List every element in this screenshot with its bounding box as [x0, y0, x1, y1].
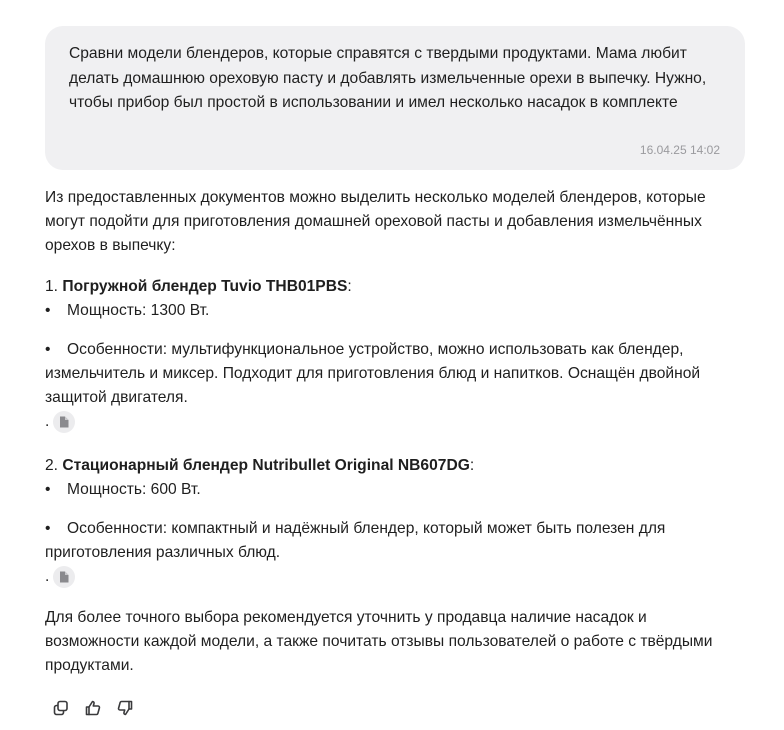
user-message-text: Сравни модели блендеров, которые справятся с твердыми продуктами. Мама любит делать домашнюю ореховую пасту и добавлять измельченные орехи в выпечку. Нужно, чтобы прибор был простой в использовании и имел несколько насадок в комплекте: [69, 45, 707, 111]
model-power-2: • Мощность: 600 Вт.: [45, 481, 201, 498]
thumbs-up-icon: [84, 699, 102, 717]
source-row-1: .: [45, 410, 745, 434]
user-message-bubble: [45, 26, 745, 170]
model-features-1: • Особенности: мультифункциональное устройство, можно использовать как блендер, измельчитель и миксер. Подходит для приготовления блюд и напитков. Оснащён двойной защитой двигателя.: [45, 341, 701, 406]
source-row-2: .: [45, 565, 745, 589]
assistant-answer: [45, 186, 745, 678]
document-icon[interactable]: [53, 566, 75, 588]
document-icon[interactable]: [53, 411, 75, 433]
dislike-button[interactable]: [114, 697, 136, 719]
answer-conclusion: Для более точного выбора рекомендуется уточнить у продавца наличие насадок и возможности каждой модели, а также почитать отзывы пользователей о работе с твёрдыми продуктами.: [45, 609, 713, 674]
like-button[interactable]: [82, 697, 104, 719]
message-timestamp: 16.04.25 14:02: [639, 143, 720, 157]
model-features-2: • Особенности: компактный и надёжный блендер, который может быть полезен для приготовления различных блюд.: [45, 520, 666, 561]
copy-button[interactable]: [50, 697, 72, 719]
message-actions: [50, 697, 136, 719]
model-heading-1: 1. Погружной блендер Tuvio THB01PBS:: [45, 278, 352, 295]
model-power-1: • Мощность: 1300 Вт.: [45, 302, 210, 319]
model-name-1: Погружной блендер Tuvio THB01PBS: [62, 278, 348, 295]
model-heading-2: 2. Стационарный блендер Nutribullet Original NB607DG:: [45, 457, 475, 474]
copy-icon: [52, 699, 70, 717]
model-name-2: Стационарный блендер Nutribullet Original NB607DG: [62, 457, 470, 474]
thumbs-down-icon: [116, 699, 134, 717]
answer-intro: Из предоставленных документов можно выделить несколько моделей блендеров, которые могут подойти для приготовления домашней ореховой пасты и добавления измельчённых орехов в выпечку:: [45, 189, 706, 254]
